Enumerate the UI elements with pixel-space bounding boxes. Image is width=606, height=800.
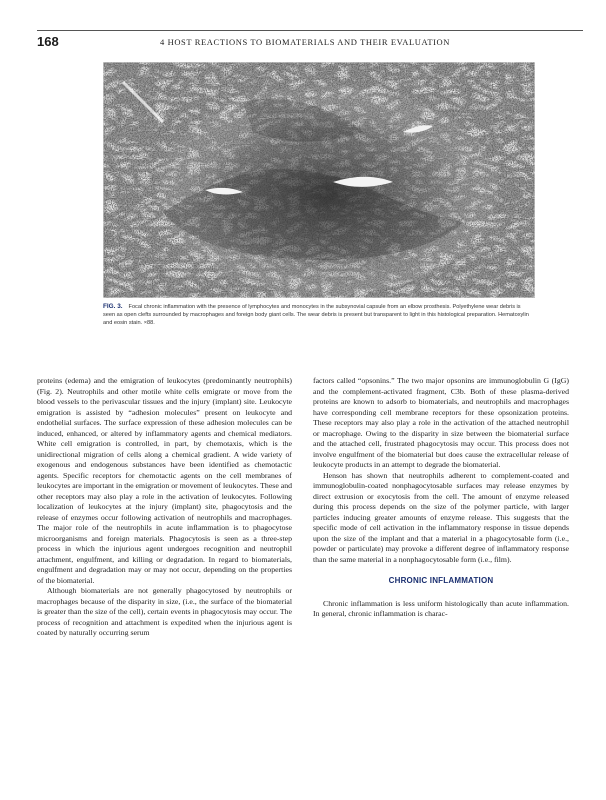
paragraph: factors called “opsonins.” The two major opsonins are immunoglobulin G (IgG) and the complement-activated fragment, C3b. Both of these plasma-derived proteins are known to adsorb to biomaterials, and neutrophils and macrophages have corresponding cell membrane receptors for these opsonization proteins. These receptors may also play a role in the activation of the attached neutrophil or macrophage. Owing to the disparity in size between the biomaterial surface and the attached cell, frustrated phagocytosis may occur. This process does not involve engulfment of the biomaterial but does cause the extracellular release of leukocyte products in an attempt to degrade the biomaterial.	[313, 376, 569, 469]
figure-caption-text: Focal chronic inflammation with the presence of lymphocytes and monocytes in the subsynovial capsule from an elbow prosthesis. Polyethylene wear debris is seen as open clefts surrounded by macrophages and foreign body giant cells. The wear debris is present but transparent to light in this histological preparation. Hematoxylin and eosin stain. ×88.	[103, 304, 529, 327]
paragraph: Chronic inflammation is less uniform histologically than acute inflammation. In general, chronic inflammation is charac-	[313, 598, 569, 618]
section-heading: CHRONIC INFLAMMATION	[388, 576, 494, 585]
paragraph: Although biomaterials are not generally phagocytosed by neutrophils or macrophages because of the disparity in size, (i.e., the surface of the biomaterial is greater than the size of the cell), certain events in phagocytosis may occur. The process of recognition and attachment is expedited when the injurious agent is coated by naturally occurring serum	[37, 586, 292, 637]
page-number: 168	[37, 34, 59, 49]
running-head: 4 HOST REACTIONS TO BIOMATERIALS AND THEIR EVALUATION	[160, 37, 451, 47]
figure-label: FIG. 3.	[103, 303, 123, 310]
paragraph: proteins (edema) and the emigration of leukocytes (predominantly neutrophils) (Fig. 2). Neutrophils and other motile white cells emigrate or move from the blood vessels to the perivascular tissues and the injury (implant) site. Leukocyte emigration is assisted by “adhesion molecules” present on leukocyte and endothelial surfaces. The surface expression of these adhesion molecules can be induced, enhanced, or altered by inflammatory agents and chemical mediators. White cell emigration is controlled, in part, by chemotaxis, which is the unidirectional migration of cells along a chemical gradient. A wide variety of exogenous and endogenous substances have been identified as chemotactic agents. Specific receptors for chemotactic agents on the cell membranes of leukocytes are important in the emigration or movement of leukocytes. These and other receptors may also play a role in the activation of leukocytes. Following localization of leukocytes at the injury (implant) site, phagocytosis and the release of enzymes occur following activation of neutrophils and macrophages. The major role of the neutrophils in acute inflammation is to phagocytose microorganisms and foreign materials. Phagocytosis is seen as a three-step process in which the injurious agent undergoes recognition and neutrophil attachment, engulfment, and killing or degradation. In regard to biomaterials, engulfment and degradation may or may not occur, depending on the properties of the biomaterial.	[37, 376, 292, 585]
header-rule	[37, 30, 583, 31]
left-column	[37, 376, 292, 639]
figure-caption	[103, 303, 533, 328]
histology-micrograph-image	[103, 62, 535, 298]
paragraph: Henson has shown that neutrophils adherent to complement-coated and immunoglobulin-coated nonphagocytosable surfaces may release enzymes by direct extrusion or exocytosis from the cell. The amount of enzyme released during this process depends on the size of the polymer particle, with larger particles inducing greater amounts of enzyme release. This suggests that the specific mode of cell activation in the inflammatory response in tissue depends upon the size of the implant and that a material in a phagocytosable form (i.e., powder or particulate) may provoke a different degree of inflammatory response than the same material in a nonphagocytosable form (i.e., film).	[313, 470, 569, 564]
right-column	[313, 376, 569, 620]
